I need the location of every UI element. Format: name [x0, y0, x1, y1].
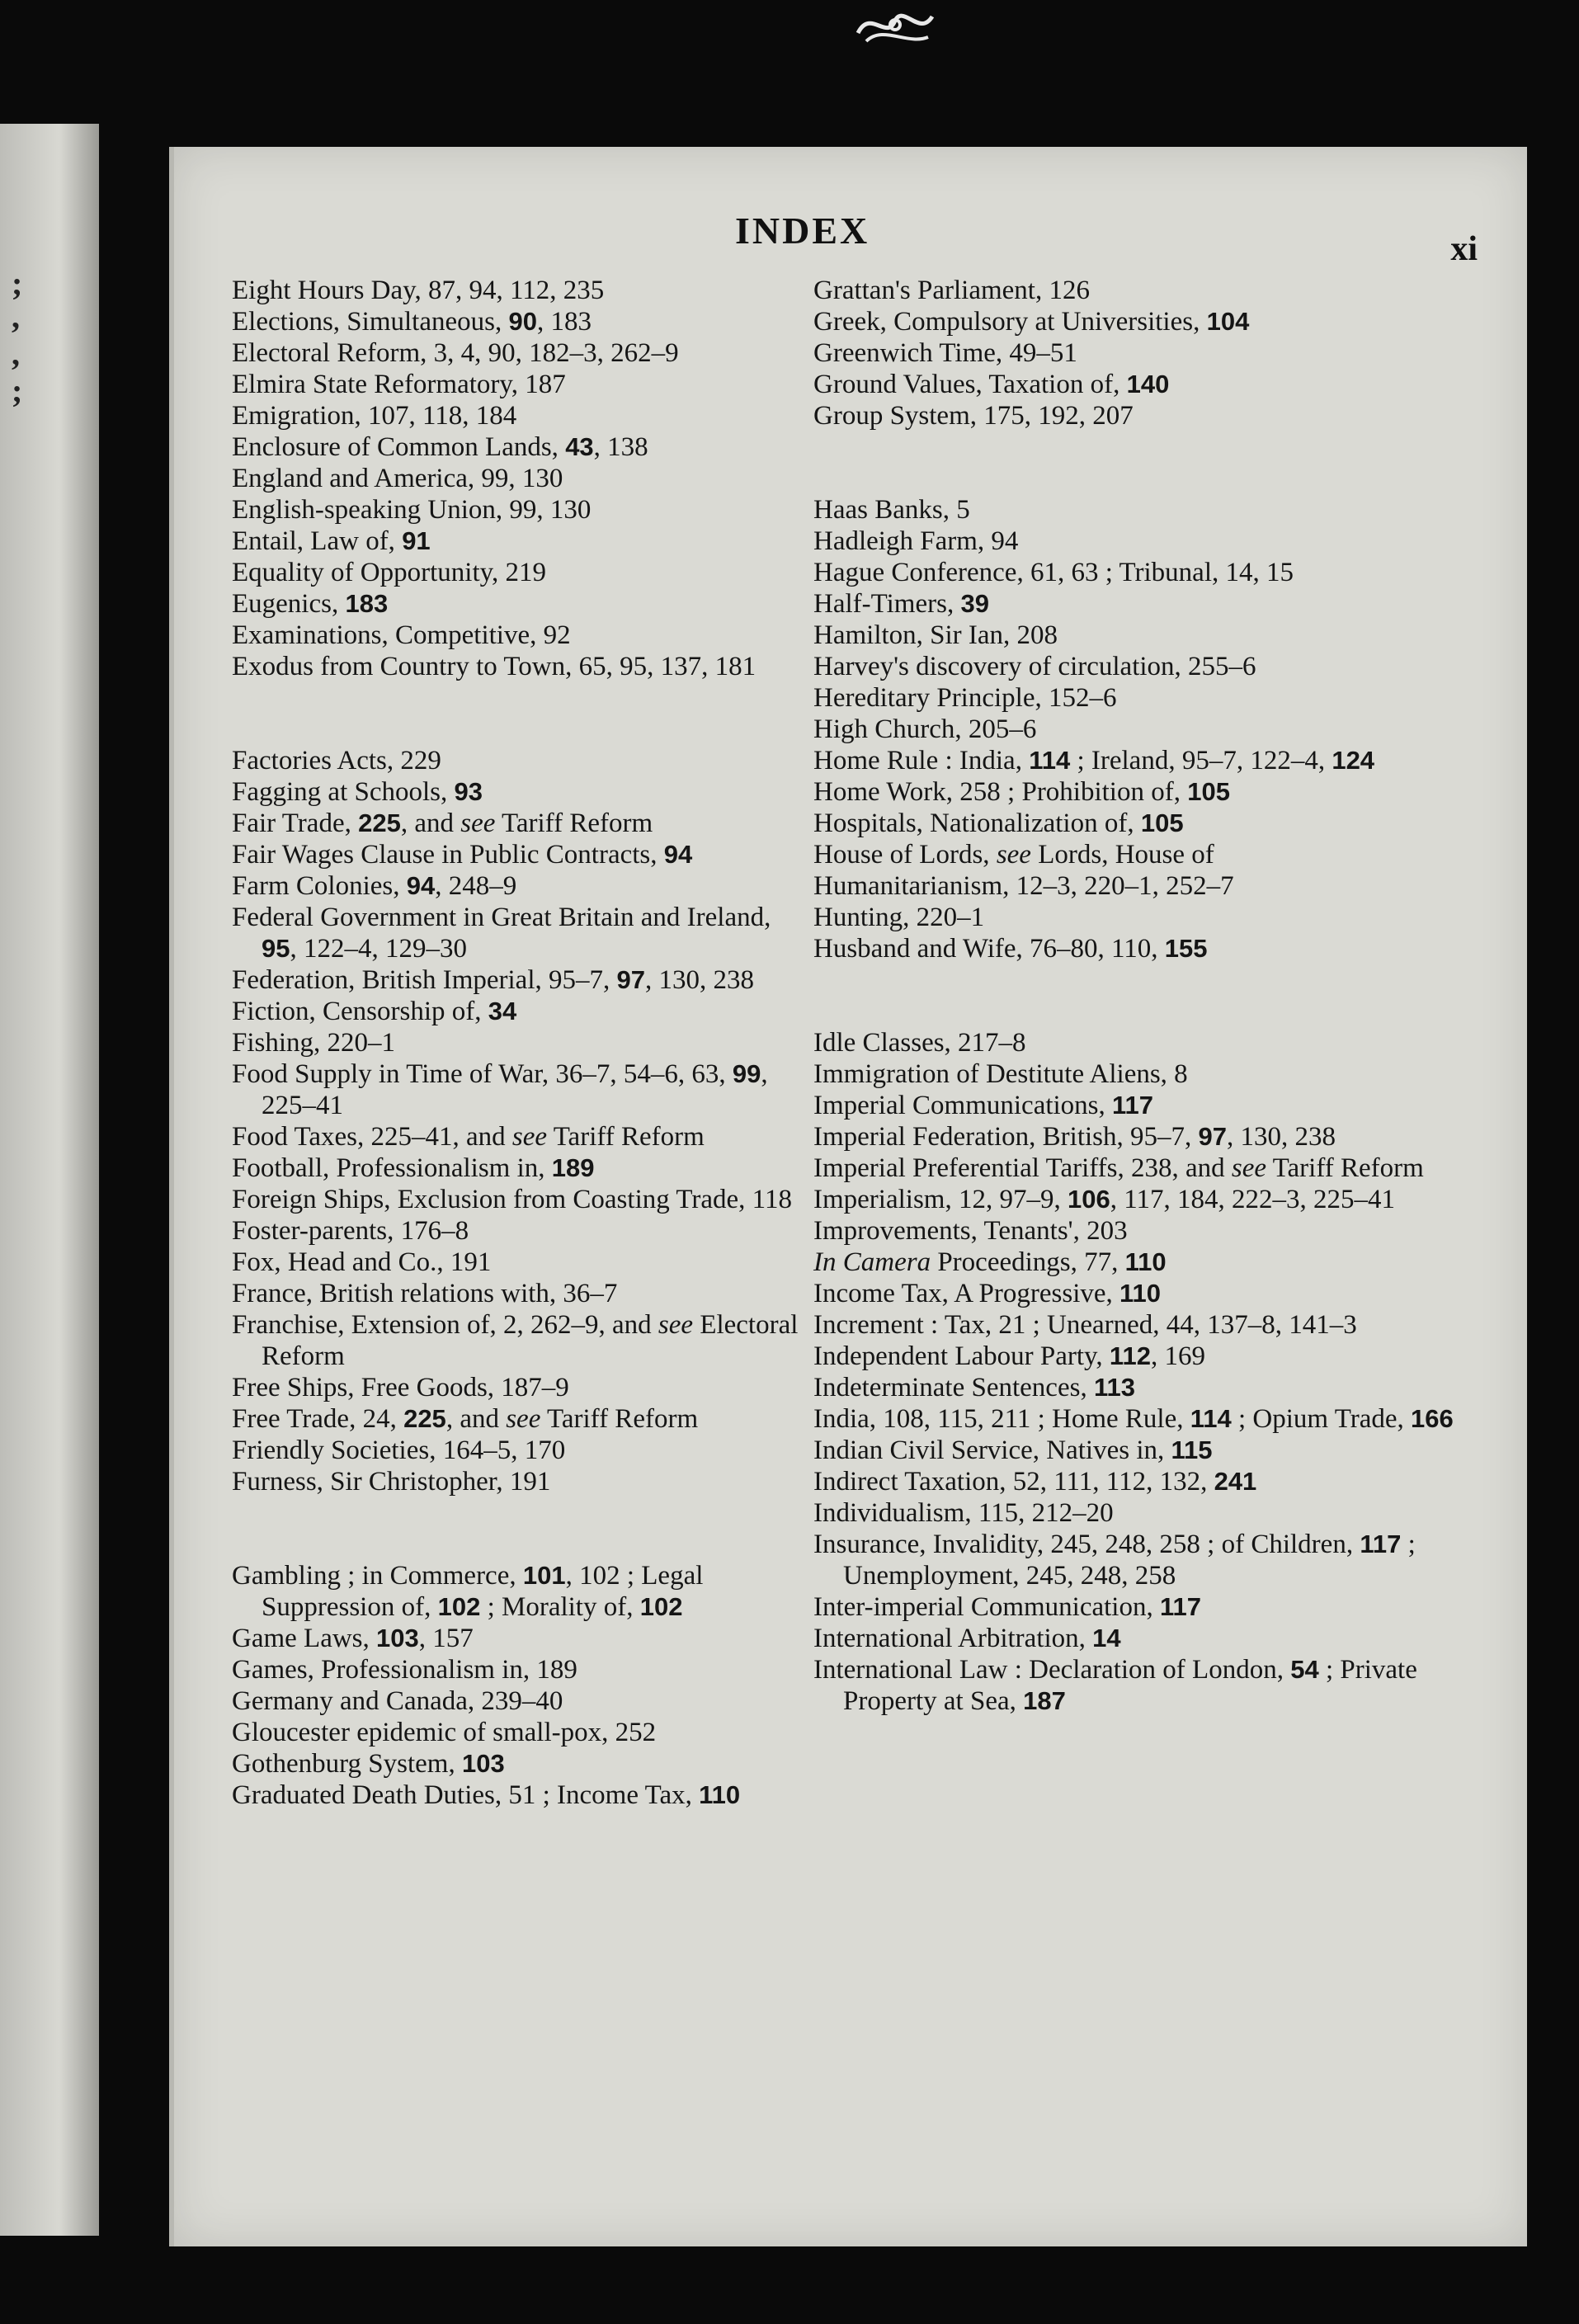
entry-text: ; Unemployment, 245, 248, 258	[843, 1530, 1416, 1591]
page-ref-bold: 101	[522, 1561, 566, 1590]
page-ref-bold: 43	[565, 432, 594, 461]
facing-page-edge	[0, 124, 99, 2236]
index-entry	[232, 1247, 801, 1278]
index-entry	[813, 306, 1490, 337]
page-title: INDEX	[735, 210, 870, 252]
index-entry	[813, 1278, 1490, 1309]
entry-text: Hunting, 220–1	[813, 903, 985, 932]
entry-text: Indeterminate Sentences,	[813, 1373, 1094, 1402]
index-entry	[232, 1278, 801, 1309]
entry-text: Imperial Preferential Tariffs, 238, and	[813, 1153, 1232, 1183]
entry-text: , 102 ; Legal Suppression of,	[262, 1561, 704, 1622]
entry-text: Tariff Reform	[495, 808, 653, 838]
index-entry	[232, 839, 801, 870]
page-ref-bold: 166	[1411, 1404, 1454, 1433]
page-ref-bold: 140	[1126, 370, 1170, 398]
page-ref-bold: 117	[1360, 1530, 1402, 1558]
index-entry	[813, 1247, 1490, 1278]
page-ref-bold: 112	[1109, 1341, 1151, 1370]
index-entry	[232, 1309, 801, 1372]
index-entry	[813, 902, 1490, 933]
entry-text: Home Work, 258 ; Prohibition of,	[813, 777, 1188, 807]
page-ref-bold: 14	[1092, 1624, 1121, 1652]
entry-text: Indian Civil Service, Natives in,	[813, 1435, 1171, 1465]
index-entry	[813, 1497, 1490, 1529]
entry-text: Haas Banks, 5	[813, 495, 970, 525]
index-entry	[813, 275, 1490, 306]
entry-text: Hadleigh Farm, 94	[813, 526, 1019, 556]
index-entry	[232, 306, 801, 337]
entry-text: Increment : Tax, 21 ; Unearned, 44, 137–8, 141–3	[813, 1310, 1357, 1340]
facing-page-mark: ;	[12, 265, 23, 302]
entry-text: India, 108, 115, 211 ; Home Rule,	[813, 1404, 1190, 1434]
page-ref-bold: 155	[1164, 934, 1208, 963]
index-entry	[232, 651, 801, 682]
entry-text: Food Taxes, 225–41, and	[232, 1122, 512, 1152]
entry-text: , 130, 238	[644, 965, 754, 995]
index-entry	[813, 1341, 1490, 1372]
entry-text: Greek, Compulsory at Universities,	[813, 307, 1207, 337]
italic-text: see	[506, 1404, 541, 1434]
page-ref-bold: 39	[960, 589, 989, 618]
index-entry	[232, 463, 801, 494]
page-ref-bold: 124	[1332, 746, 1375, 775]
italic-text: see	[996, 840, 1031, 870]
entry-text: Graduated Death Duties, 51 ; Income Tax,	[232, 1780, 700, 1810]
index-entry	[232, 275, 801, 306]
index-entry	[813, 1309, 1490, 1341]
index-entry	[813, 1623, 1490, 1654]
entry-text: Fagging at Schools,	[232, 777, 455, 807]
index-entry	[813, 369, 1490, 400]
entry-text: , and	[400, 808, 461, 838]
entry-text: Tariff Reform	[1266, 1153, 1424, 1183]
entry-text: Hamilton, Sir Ian, 208	[813, 620, 1058, 650]
entry-text: Harvey's discovery of circulation, 255–6	[813, 652, 1256, 681]
entry-text: Entail, Law of,	[232, 526, 403, 556]
page-ref-bold: 94	[406, 871, 436, 900]
page-ref-bold: 97	[616, 965, 645, 994]
index-entry	[232, 620, 801, 651]
page-ref-bold: 114	[1190, 1404, 1232, 1433]
index-entry	[813, 1435, 1490, 1466]
index-entry	[813, 494, 1490, 526]
entry-text: Free Trade, 24,	[232, 1404, 404, 1434]
page-ref-bold: 93	[454, 777, 483, 806]
entry-text: , 130, 238	[1226, 1122, 1336, 1152]
entry-text: Independent Labour Party,	[813, 1341, 1110, 1371]
index-entry	[813, 400, 1490, 431]
entry-text: Germany and Canada, 239–40	[232, 1686, 563, 1716]
page-ref-bold: 91	[402, 526, 431, 555]
index-entry	[232, 902, 801, 964]
entry-text: Imperial Federation, British, 95–7,	[813, 1122, 1199, 1152]
index-entry	[232, 494, 801, 526]
index-entry	[232, 1215, 801, 1247]
entry-text: House of Lords,	[813, 840, 997, 870]
section-gap	[813, 964, 1490, 1027]
entry-text: English-speaking Union, 99, 130	[232, 495, 592, 525]
index-entry	[813, 1121, 1490, 1153]
page-ref-bold: 97	[1198, 1122, 1227, 1151]
page-ref-bold: 103	[461, 1749, 505, 1778]
index-entry	[813, 870, 1490, 902]
index-entry	[813, 808, 1490, 839]
entry-text: , 157	[418, 1624, 474, 1653]
entry-text: , 138	[593, 432, 648, 462]
page-ref-bold: 90	[508, 307, 537, 336]
entry-text: Fiction, Censorship of,	[232, 997, 488, 1026]
italic-text: see	[460, 808, 496, 838]
index-entry	[813, 1591, 1490, 1623]
entry-text: Hereditary Principle, 152–6	[813, 683, 1117, 713]
entry-text: Gambling ; in Commerce,	[232, 1561, 523, 1591]
index-entry	[813, 588, 1490, 620]
section-gap	[813, 431, 1490, 494]
entry-text: Football, Professionalism in,	[232, 1153, 552, 1183]
entry-text: Enclosure of Common Lands,	[232, 432, 566, 462]
entry-text: High Church, 205–6	[813, 714, 1037, 744]
entry-text: Electoral Reform	[262, 1310, 799, 1371]
index-page	[169, 147, 1527, 2246]
page-ref-bold: 117	[1159, 1592, 1201, 1621]
index-entry	[232, 1058, 801, 1121]
index-entry	[232, 1654, 801, 1685]
italic-text: In Camera	[813, 1247, 931, 1277]
index-entry	[232, 1027, 801, 1058]
entry-text: , 122–4, 129–30	[290, 934, 467, 964]
page-ref-bold: 183	[345, 589, 389, 618]
page-ref-bold: 99	[732, 1059, 761, 1088]
page-ref-bold: 103	[376, 1624, 419, 1652]
page-ref-bold: 189	[551, 1153, 595, 1182]
entry-text: Imperial Communications,	[813, 1091, 1113, 1120]
page-ref-bold: 110	[1124, 1247, 1167, 1276]
entry-text: Franchise, Extension of, 2, 262–9, and	[232, 1310, 658, 1340]
italic-text: see	[511, 1122, 548, 1152]
entry-text: Foreign Ships, Exclusion from Coasting Trade, 118	[232, 1185, 792, 1214]
page-ref-bold: 115	[1171, 1435, 1213, 1464]
italic-text: see	[658, 1310, 694, 1340]
page-ref-bold: 241	[1214, 1467, 1257, 1496]
index-entry	[813, 526, 1490, 557]
entry-text: International Law : Declaration of London,	[813, 1655, 1291, 1685]
index-entry	[232, 1121, 801, 1153]
entry-text: Games, Professionalism in, 189	[232, 1655, 577, 1685]
entry-text: Lords, House of	[1030, 840, 1214, 870]
entry-text: Income Tax, A Progressive,	[813, 1279, 1120, 1308]
index-entry	[232, 1780, 801, 1811]
entry-text: ; Private Property at Sea,	[843, 1655, 1417, 1716]
entry-text: Hospitals, Nationalization of,	[813, 808, 1141, 838]
entry-text: England and America, 99, 130	[232, 464, 563, 493]
entry-text: Individualism, 115, 212–20	[813, 1498, 1114, 1528]
entry-text: Gothenburg System,	[232, 1749, 462, 1779]
entry-text: Ground Values, Taxation of,	[813, 370, 1127, 399]
scroll-ornament-icon	[850, 0, 940, 49]
index-entry	[813, 714, 1490, 745]
page-ref-bold: 102	[639, 1592, 683, 1621]
entry-text: Insurance, Invalidity, 245, 248, 258 ; of Children,	[813, 1530, 1360, 1559]
page-ref-bold: 110	[1119, 1279, 1162, 1308]
entry-text: , 169	[1150, 1341, 1205, 1371]
index-entry	[813, 557, 1490, 588]
index-entry	[232, 526, 801, 557]
entry-text: Tariff Reform	[547, 1122, 705, 1152]
entry-text: Fair Wages Clause in Public Contracts,	[232, 840, 664, 870]
entry-text: Greenwich Time, 49–51	[813, 338, 1077, 368]
page-ref-bold: 225	[403, 1404, 446, 1433]
entry-text: Proceedings, 77,	[931, 1247, 1125, 1277]
page-number: xi	[1450, 230, 1478, 268]
entry-text: Half-Timers,	[813, 589, 961, 619]
entry-text: Home Rule : India,	[813, 746, 1030, 775]
page-ref-bold: 54	[1290, 1655, 1319, 1684]
page-ref-bold: 95	[262, 934, 290, 963]
facing-page-mark: ,	[12, 298, 20, 335]
page-ref-bold: 34	[488, 997, 517, 1025]
entry-text: France, British relations with, 36–7	[232, 1279, 618, 1308]
entry-text: Farm Colonies,	[232, 871, 407, 901]
index-column-right	[813, 275, 1490, 1717]
entry-text: Fox, Head and Co., 191	[232, 1247, 492, 1277]
index-entry	[232, 1623, 801, 1654]
entry-text: Tariff Reform	[540, 1404, 699, 1434]
entry-text: Foster-parents, 176–8	[232, 1216, 469, 1246]
index-entry	[232, 1466, 801, 1497]
index-entry	[232, 776, 801, 808]
index-entry	[232, 431, 801, 463]
entry-text: Electoral Reform, 3, 4, 90, 182–3, 262–9	[232, 338, 679, 368]
index-entry	[813, 1529, 1490, 1591]
page-ref-bold: 187	[1023, 1686, 1066, 1715]
page-ref-bold: 106	[1067, 1185, 1110, 1214]
section-gap	[232, 1497, 801, 1560]
entry-text: , and	[445, 1404, 507, 1434]
index-entry	[813, 651, 1490, 682]
index-column-left	[232, 275, 801, 1811]
index-entry	[813, 1184, 1490, 1215]
page-ref-bold: 105	[1140, 808, 1184, 837]
index-entry	[232, 1372, 801, 1403]
page-ref-bold: 104	[1206, 307, 1250, 336]
index-entry	[813, 337, 1490, 369]
entry-text: Federal Government in Great Britain and Ireland,	[232, 903, 771, 932]
italic-text: see	[1231, 1153, 1267, 1183]
entry-text: Husband and Wife, 76–80, 110,	[813, 934, 1165, 964]
entry-text: Food Supply in Time of War, 36–7, 54–6, 63,	[232, 1059, 733, 1089]
index-entry	[813, 1153, 1490, 1184]
index-entry	[232, 996, 801, 1027]
entry-text: International Arbitration,	[813, 1624, 1093, 1653]
entry-text: Exodus from Country to Town, 65, 95, 137, 181	[232, 652, 757, 681]
page-ref-bold: 117	[1112, 1091, 1154, 1120]
index-entry	[813, 1027, 1490, 1058]
index-entry	[813, 1058, 1490, 1090]
entry-text: Eight Hours Day, 87, 94, 112, 235	[232, 276, 605, 305]
facing-page-mark: ;	[12, 372, 23, 409]
index-entry	[232, 1153, 801, 1184]
index-entry	[232, 337, 801, 369]
index-entry	[232, 1560, 801, 1623]
index-entry	[232, 1435, 801, 1466]
entry-text: Eugenics,	[232, 589, 346, 619]
entry-text: Fair Trade,	[232, 808, 359, 838]
index-entry	[232, 400, 801, 431]
index-entry	[813, 1372, 1490, 1403]
index-entry	[232, 1685, 801, 1717]
page-ref-bold: 105	[1187, 777, 1230, 806]
index-entry	[813, 1090, 1490, 1121]
index-entry	[813, 776, 1490, 808]
index-entry	[813, 1215, 1490, 1247]
entry-text: Group System, 175, 192, 207	[813, 401, 1134, 431]
entry-text: , 248–9	[435, 871, 517, 901]
entry-text: , 225–41	[262, 1059, 768, 1120]
index-entry	[232, 369, 801, 400]
entry-text: Friendly Societies, 164–5, 170	[232, 1435, 566, 1465]
index-entry	[813, 1403, 1490, 1435]
page-ref-bold: 113	[1093, 1373, 1135, 1402]
entry-text: Factories Acts, 229	[232, 746, 441, 775]
index-entry	[232, 745, 801, 776]
page-ref-bold: 94	[663, 840, 693, 869]
index-entry	[232, 588, 801, 620]
entry-text: Fishing, 220–1	[232, 1028, 396, 1058]
index-entry	[232, 964, 801, 996]
entry-text: ; Morality of,	[480, 1592, 640, 1622]
entry-text: Gloucester epidemic of small-pox, 252	[232, 1718, 657, 1747]
index-entry	[813, 1654, 1490, 1717]
entry-text: , 117, 184, 222–3, 225–41	[1110, 1185, 1395, 1214]
entry-text: Imperialism, 12, 97–9,	[813, 1185, 1068, 1214]
entry-text: Improvements, Tenants', 203	[813, 1216, 1128, 1246]
index-entry	[232, 1184, 801, 1215]
entry-text: Equality of Opportunity, 219	[232, 558, 546, 587]
entry-text: Emigration, 107, 118, 184	[232, 401, 517, 431]
entry-text: Humanitarianism, 12–3, 220–1, 252–7	[813, 871, 1234, 901]
entry-text: ; Opium Trade,	[1231, 1404, 1412, 1434]
index-entry	[813, 933, 1490, 964]
index-entry	[232, 1748, 801, 1780]
entry-text: Grattan's Parliament, 126	[813, 276, 1090, 305]
entry-text: ; Ireland, 95–7, 122–4,	[1070, 746, 1332, 775]
index-entry	[232, 870, 801, 902]
index-entry	[813, 745, 1490, 776]
entry-text: Elections, Simultaneous,	[232, 307, 509, 337]
entry-text: Furness, Sir Christopher, 191	[232, 1467, 551, 1497]
index-entry	[232, 1717, 801, 1748]
page-ref-bold: 110	[699, 1780, 741, 1809]
entry-text: Idle Classes, 217–8	[813, 1028, 1026, 1058]
index-entry	[813, 682, 1490, 714]
page-ref-bold: 114	[1029, 746, 1071, 775]
page-ref-bold: 102	[437, 1592, 481, 1621]
index-entry	[813, 839, 1490, 870]
index-entry	[232, 1403, 801, 1435]
entry-text: Game Laws,	[232, 1624, 377, 1653]
page-ref-bold: 225	[358, 808, 401, 837]
index-entry	[813, 620, 1490, 651]
entry-text: , 183	[536, 307, 592, 337]
entry-text: Federation, British Imperial, 95–7,	[232, 965, 617, 995]
entry-text: Elmira State Reformatory, 187	[232, 370, 566, 399]
entry-text: Hague Conference, 61, 63 ; Tribunal, 14, 15	[813, 558, 1294, 587]
facing-page-mark: ,	[12, 335, 20, 372]
index-entry	[232, 557, 801, 588]
entry-text: Inter-imperial Communication,	[813, 1592, 1160, 1622]
entry-text: Free Ships, Free Goods, 187–9	[232, 1373, 569, 1402]
index-entry	[232, 808, 801, 839]
section-gap	[232, 682, 801, 745]
entry-text: Indirect Taxation, 52, 111, 112, 132,	[813, 1467, 1214, 1497]
entry-text: Examinations, Competitive, 92	[232, 620, 571, 650]
index-entry	[813, 1466, 1490, 1497]
entry-text: Immigration of Destitute Aliens, 8	[813, 1059, 1188, 1089]
